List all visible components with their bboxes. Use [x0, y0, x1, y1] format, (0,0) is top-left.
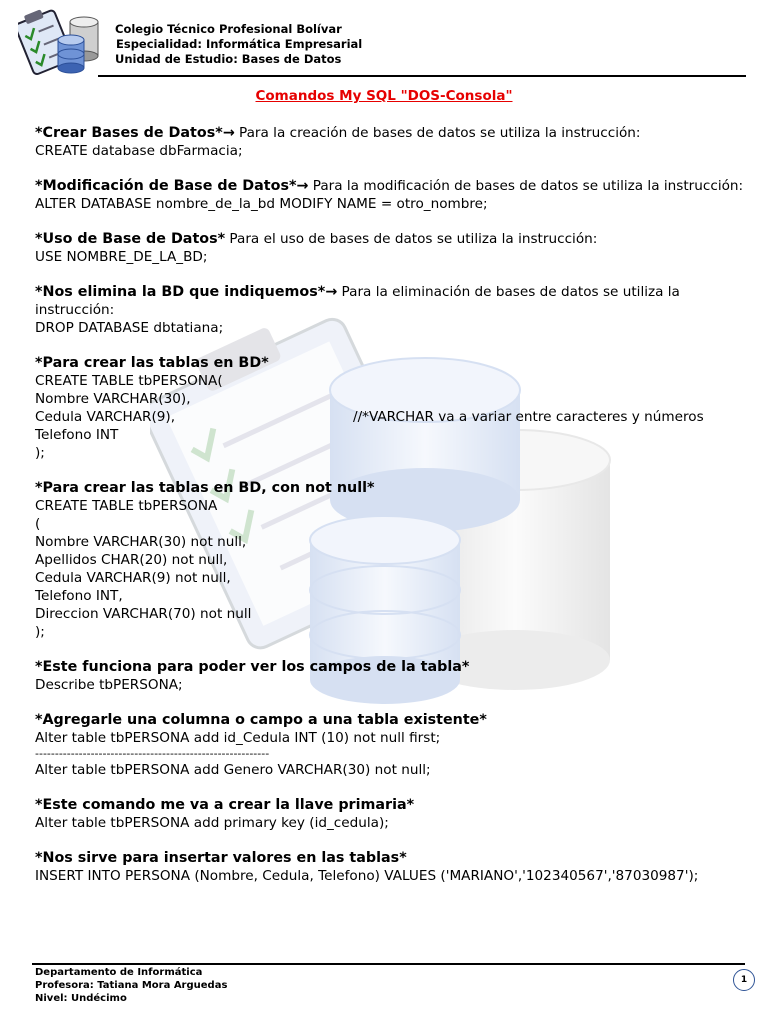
section-heading: *Crear Bases de Datos*→: [35, 125, 235, 141]
header-school: Colegio Técnico Profesional Bolívar: [115, 22, 342, 36]
code-line: );: [35, 624, 45, 640]
document-title: Comandos My SQL "DOS-Consola": [255, 88, 513, 104]
section-use-database: [35, 230, 755, 266]
text-line: instrucción:: [35, 302, 115, 318]
section-create-database: [35, 124, 755, 160]
code-line: );: [35, 445, 45, 461]
header-specialty: Especialidad: Informática Empresarial: [116, 37, 363, 51]
code-line: USE NOMBRE_DE_LA_BD;: [35, 249, 208, 265]
school-logo-icon: [18, 4, 104, 76]
header-unit: Unidad de Estudio: Bases de Datos: [115, 52, 342, 66]
code-line: CREATE TABLE tbPERSONA(: [35, 373, 223, 389]
separator-line: -----------------------------------------------------------: [35, 747, 270, 760]
document-header: [115, 22, 362, 67]
page-number: 1: [733, 969, 755, 991]
section-heading: *Modificación de Base de Datos*→: [35, 178, 309, 194]
code-line: Nombre VARCHAR(30) not null,: [35, 534, 247, 550]
section-add-column: [35, 711, 755, 779]
section-description: Para la modificación de bases de datos se utiliza la instrucción:: [308, 178, 744, 194]
code-line: Describe tbPERSONA;: [35, 677, 183, 693]
code-line: INSERT INTO PERSONA (Nombre, Cedula, Telefono) VALUES ('MARIANO','102340567','87030987');: [35, 868, 699, 884]
code-line: Cedula VARCHAR(9),: [35, 409, 176, 425]
code-line: Alter table tbPERSONA add id_Cedula INT (10) not null first;: [35, 730, 441, 746]
code-line: CREATE database dbFarmacia;: [35, 143, 243, 159]
footer-department: Departamento de Informática: [35, 967, 203, 978]
code-comment: //*VARCHAR va a variar entre caracteres y números: [353, 409, 704, 425]
code-line: (: [35, 516, 41, 532]
section-alter-database: [35, 177, 755, 213]
section-heading: *Nos elimina la BD que indiquemos*→: [35, 284, 338, 300]
document-footer: [35, 966, 227, 1005]
section-description: Para el uso de bases de datos se utiliza la instrucción:: [225, 231, 598, 247]
section-heading: *Para crear las tablas en BD, con not null*: [35, 480, 375, 496]
code-line: Telefono INT: [35, 427, 119, 443]
section-drop-database: [35, 283, 755, 337]
code-line: Direccion VARCHAR(70) not null: [35, 606, 252, 622]
section-create-table: [35, 354, 755, 462]
section-heading: *Este funciona para poder ver los campos de la tabla*: [35, 659, 470, 675]
code-line: DROP DATABASE dbtatiana;: [35, 320, 224, 336]
section-heading: *Para crear las tablas en BD*: [35, 355, 269, 371]
section-description: Para la eliminación de bases de datos se utiliza la: [337, 284, 680, 300]
code-line: Cedula VARCHAR(9) not null,: [35, 570, 231, 586]
footer-divider: [32, 963, 745, 965]
section-insert-values: [35, 849, 755, 885]
section-heading: *Este comando me va a crear la llave primaria*: [35, 797, 415, 813]
code-line: Apellidos CHAR(20) not null,: [35, 552, 228, 568]
section-heading: *Agregarle una columna o campo a una tabla existente*: [35, 712, 487, 728]
header-divider: [98, 75, 746, 77]
code-line: Nombre VARCHAR(30),: [35, 391, 191, 407]
code-line: ALTER DATABASE nombre_de_la_bd MODIFY NAME = otro_nombre;: [35, 196, 488, 212]
footer-level: Nivel: Undécimo: [35, 993, 127, 1004]
section-description: Para la creación de bases de datos se utiliza la instrucción:: [234, 125, 641, 141]
document-body: [35, 124, 755, 902]
code-line: Alter table tbPERSONA add primary key (id_cedula);: [35, 815, 389, 831]
section-heading: *Nos sirve para insertar valores en las tablas*: [35, 850, 407, 866]
footer-teacher: Profesora: Tatiana Mora Arguedas: [35, 980, 228, 991]
code-line: Alter table tbPERSONA add Genero VARCHAR(30) not null;: [35, 762, 431, 778]
section-create-table-not-null: [35, 479, 755, 641]
code-line: CREATE TABLE tbPERSONA: [35, 498, 218, 514]
code-line: Telefono INT,: [35, 588, 123, 604]
section-primary-key: [35, 796, 755, 832]
section-describe-table: [35, 658, 755, 694]
section-heading: *Uso de Base de Datos*: [35, 231, 226, 247]
